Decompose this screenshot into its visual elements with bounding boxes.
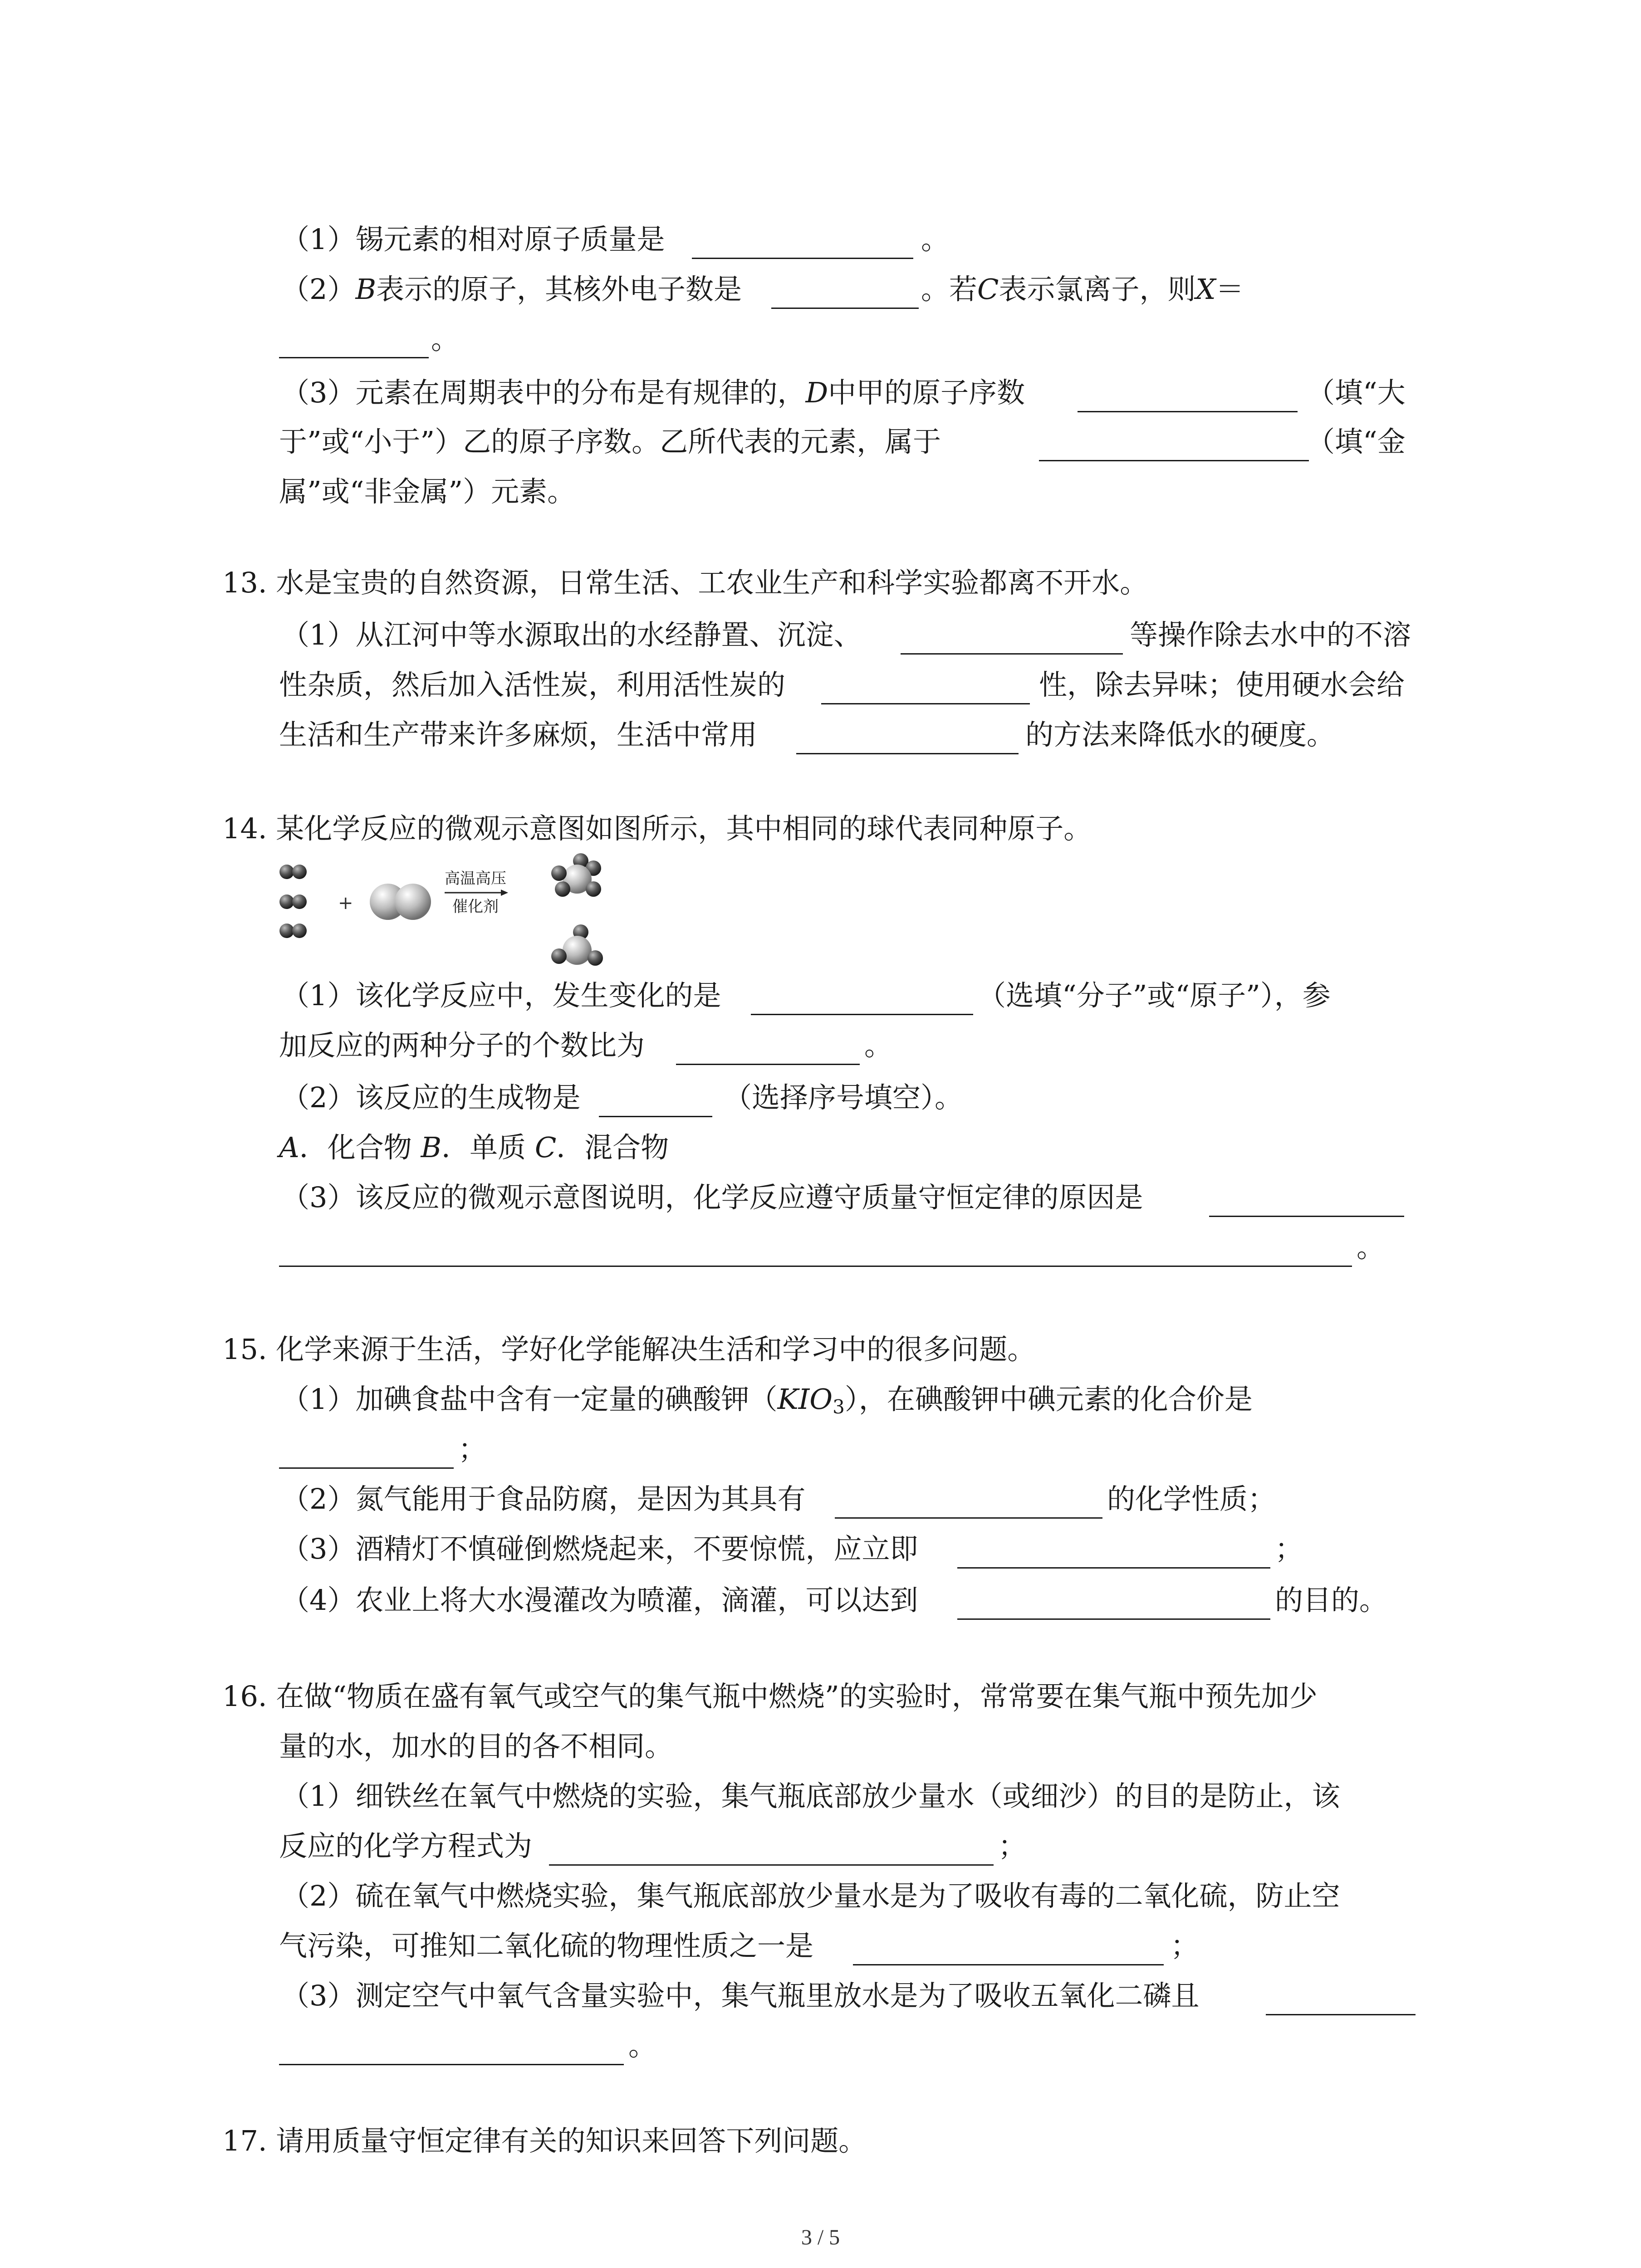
atom-dark [292, 865, 307, 879]
q12-blank-metal[interactable] [1039, 460, 1309, 461]
q14-stem: 14. 某化学反应的微观示意图如图所示，其中相同的球代表同种原子。 [222, 812, 1092, 845]
product-molecule-2 [551, 924, 603, 966]
atom-dark [279, 865, 294, 879]
atom-dark [292, 894, 307, 909]
q12-part3-line2: 于”或“小于”）乙的原子序数。乙所代表的元素，属于 [279, 425, 941, 458]
q12-part3-line1: （3）元素在周期表中的分布是有规律的，D中甲的原子序数 [281, 376, 1025, 409]
atom-dark [279, 894, 294, 909]
q12-blank-atomic-mass[interactable] [692, 258, 913, 259]
arrow-head-icon [501, 890, 508, 896]
q13-line2-right: 性，除去异味；使用硬水会给 [1039, 668, 1405, 701]
q16-line4: 气污染，可推知二氧化硫的物理性质之一是 [279, 1929, 814, 1962]
q15-line5-right: 的目的。 [1275, 1584, 1388, 1617]
q12-blank-compare[interactable] [1078, 411, 1298, 412]
q16-line5: （3）测定空气中氧气含量实验中，集气瓶里放水是为了吸收五氧化二磷且 [281, 1979, 1200, 2012]
q14-blank-change[interactable] [751, 1014, 973, 1015]
product-molecule-1 [551, 853, 601, 897]
q13-line3: 生活和生产带来许多麻烦，生活中常用 [279, 718, 758, 751]
q16-line3: （2）硫在氧气中燃烧实验，集气瓶底部放少量水是为了吸收有毒的二氧化硫，防止空 [281, 1879, 1340, 1912]
q14-blank-reason-a[interactable] [1209, 1216, 1404, 1217]
q13-line1: （1）从江河中等水源取出的水经静置、沉淀、 [281, 618, 862, 651]
q16-stem-line1: 16. 在做“物质在盛有氧气或空气的集气瓶中燃烧”的实验时，常常要在集气瓶中预先加少 [222, 1680, 1318, 1713]
q15-blank-irrigation[interactable] [957, 1618, 1270, 1620]
q14-line1: （1）该化学反应中，发生变化的是 [281, 979, 721, 1012]
q13-blank-adsorption[interactable] [821, 703, 1030, 704]
q12-part2-right: 。若C表示氯离子，则X＝ [921, 273, 1244, 306]
q13-line2: 性杂质，然后加入活性炭，利用活性炭的 [279, 668, 786, 701]
q16-stem-line2: 量的水，加水的目的各不相同。 [279, 1730, 673, 1763]
q15-blank-nitrogen[interactable] [835, 1517, 1102, 1519]
atom-dark [292, 924, 307, 938]
q14-blank-ratio[interactable] [676, 1064, 860, 1065]
q15-blank-fire[interactable] [957, 1567, 1270, 1569]
q15-line3-right: 的化学性质； [1107, 1482, 1276, 1515]
q15-line2-end: ； [458, 1432, 487, 1466]
q15-line1: （1）加碘食盐中含有一定量的碘酸钾$(KIO_3)$，在碘酸钾中碘元素的化合价是 [281, 1383, 1253, 1418]
q16-line2-right: ； [998, 1829, 1027, 1862]
q14-blank-reason-b[interactable] [279, 1266, 1352, 1267]
atom-dark [586, 881, 601, 897]
q12-part2-end: 。 [431, 323, 460, 356]
q14-line3: （2）该反应的生成物是 [281, 1081, 581, 1114]
q16-blank-property[interactable] [853, 1964, 1164, 1965]
atom-dark [279, 924, 294, 938]
q13-line1-right: 等操作除去水中的不溶 [1130, 618, 1411, 651]
q15-blank-valence[interactable] [279, 1467, 454, 1469]
q16-blank-equation[interactable] [549, 1864, 994, 1866]
reactant-molecules-a [279, 865, 307, 938]
atom-light [563, 936, 592, 965]
q14-line5: （3）该反应的微观示意图说明，化学反应遵守质量守恒定律的原因是 [281, 1181, 1143, 1214]
q12-part3-fill-hint: （填“大 [1307, 376, 1406, 409]
atom-dark [588, 950, 603, 966]
q12-part3-fill-hint2: （填“金 [1307, 425, 1406, 458]
q12-blank-x[interactable] [279, 357, 429, 358]
q14-line1-right: （选填“分子”或“原子”），参 [978, 979, 1331, 1012]
q12-part1-end: 。 [921, 223, 950, 256]
q15-line4: （3）酒精灯不慎碰倒燃烧起来，不要惊慌，应立即 [281, 1532, 918, 1565]
q17-stem: 17. 请用质量守恒定律有关的知识来回答下列问题。 [222, 2124, 867, 2157]
q14-line2: 加反应的两种分子的个数比为 [279, 1029, 645, 1062]
reactant-molecule-b [370, 884, 431, 920]
atom-light [395, 884, 431, 920]
q13-blank-softening[interactable] [796, 753, 1019, 754]
reaction-diagram [272, 853, 681, 984]
q14-line3-right: （选择序号填空）。 [724, 1081, 963, 1114]
q13-line3-right: 的方法来降低水的硬度。 [1025, 718, 1335, 751]
plus-sign: + [338, 893, 353, 914]
q16-line1: （1）细铁丝在氧气中燃烧的实验，集气瓶底部放少量水（或细沙）的目的是防止，该 [281, 1779, 1340, 1813]
q16-line2: 反应的化学方程式为 [279, 1829, 533, 1862]
q14-line6-end: 。 [1357, 1231, 1385, 1264]
q13-stem: 13. 水是宝贵的自然资源，日常生活、工农业生产和科学实验都离不开水。 [222, 566, 1148, 599]
q12-part2-left: （2）B表示的原子，其核外电子数是 [281, 273, 742, 306]
q14-blank-product[interactable] [599, 1116, 712, 1117]
q12-blank-electrons[interactable] [771, 308, 919, 309]
q16-blank-purpose-b[interactable] [279, 2064, 624, 2065]
condition-bottom: 催化剂 [452, 898, 499, 916]
q12-part1: （1）锡元素的相对原子质量是 [281, 223, 665, 256]
atom-dark [555, 881, 570, 897]
condition-top: 高温高压 [445, 870, 506, 888]
q12-part3-line3: 属”或“非金属”）元素。 [279, 475, 576, 508]
q15-line5: （4）农业上将大水漫灌改为喷灌，滴灌，可以达到 [281, 1584, 918, 1617]
q14-line2-end: 。 [864, 1029, 893, 1062]
q16-line6-end: 。 [628, 2029, 657, 2062]
q13-blank-filter[interactable] [901, 653, 1123, 655]
atom-dark [551, 948, 567, 964]
q14-options: A．化合物 B．单质 C．混合物 [279, 1131, 669, 1164]
page-number: 3 / 5 [801, 2225, 840, 2249]
q16-blank-purpose-a[interactable] [1266, 2014, 1416, 2015]
q15-line4-right: ； [1275, 1532, 1303, 1565]
q15-line3: （2）氮气能用于食品防腐，是因为其具有 [281, 1482, 806, 1515]
atom-dark [551, 865, 567, 881]
q16-line4-right: ； [1171, 1929, 1199, 1962]
q15-stem: 15. 化学来源于生活，学好化学能解决生活和学习中的很多问题。 [222, 1333, 1036, 1366]
